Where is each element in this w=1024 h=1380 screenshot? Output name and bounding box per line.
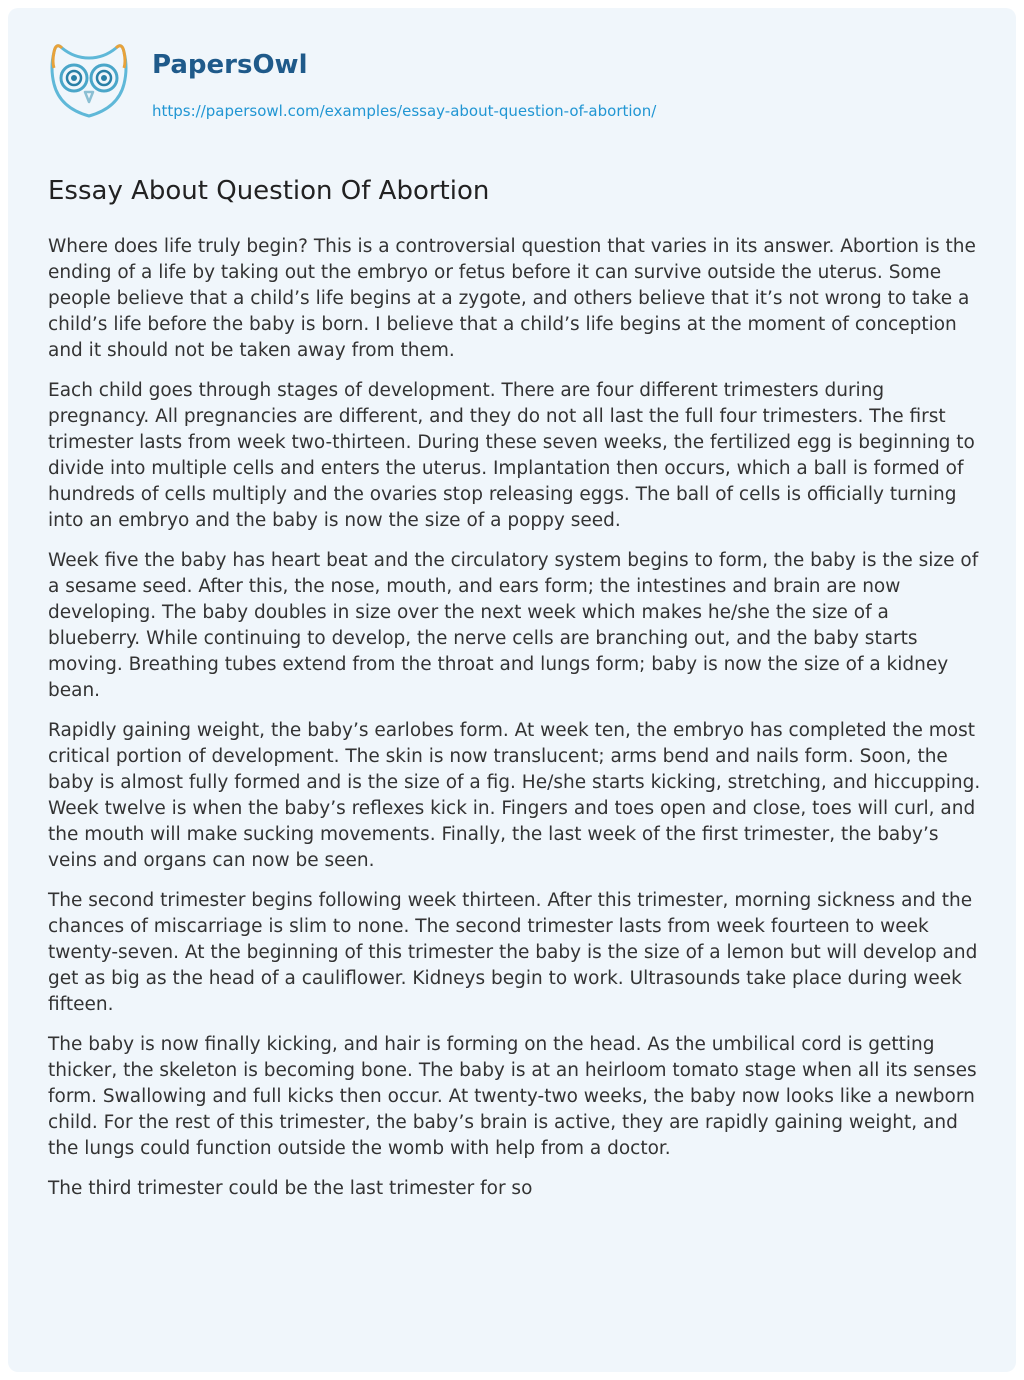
essay-title: Essay About Question Of Abortion [48, 176, 490, 206]
document-page [8, 8, 1016, 1372]
essay-paragraph: Rapidly gaining weight, the baby’s earlobes form. At week ten, the embryo has completed the most critical portion of development. The skin is now translucent; arms bend and nails form. Soon, the baby is almost fully formed and is the size of a fig. He/she starts kicking, stretching, and hiccupping. Week twelve is when the baby’s reflexes kick in. Fingers and toes open and close, toes will curl, and the mouth will make sucking movements. Finally, the last week of the first trimester, the baby’s veins and organs can now be seen. [48, 720, 981, 871]
essay-paragraph: Where does life truly begin? This is a controversial question that varies in its answer. Abortion is the ending of a life by taking out the embryo or fetus before it can survive outside the uterus. Some people believe that a child’s life begins at a zygote, and others believe that it’s not wrong to take a child’s life before the baby is born. I believe that a child’s life begins at the moment of conception and it should not be taken away from them. [48, 236, 976, 361]
owl-logo-icon [48, 38, 130, 120]
essay-paragraph-truncated: The third trimester could be the last trimester for so [48, 1178, 533, 1199]
brand-name: PapersOwl [152, 50, 308, 80]
essay-body [48, 234, 986, 1216]
essay-paragraph: Week five the baby has heart beat and the circulatory system begins to form, the baby is the size of a sesame seed. After this, the nose, mouth, and ears form; the intestines and brain are now developing. The baby doubles in size over the next week which makes he/she the size of a blueberry. While continuing to develop, the nerve cells are branching out, and the baby starts moving. Breathing tubes extend from the throat and lungs form; baby is now the size of a kidney bean. [48, 550, 979, 701]
source-url-link[interactable]: https://papersowl.com/examples/essay-about-question-of-abortion/ [152, 102, 657, 120]
essay-paragraph: The baby is now finally kicking, and hair is forming on the head. As the umbilical cord is getting thicker, the skeleton is becoming bone. The baby is at an heirloom tomato stage when all its senses form. Swallowing and full kicks then occur. At twenty-two weeks, the baby now looks like a newborn child. For the rest of this trimester, the baby’s brain is active, they are rapidly gaining weight, and the lungs could function outside the womb with help from a doctor. [48, 1034, 977, 1159]
essay-paragraph: Each child goes through stages of development. There are four different trimesters during pregnancy. All pregnancies are different, and they do not all last the full four trimesters. The first trimester lasts from week two-thirteen. During these seven weeks, the fertilized egg is beginning to divide into multiple cells and enters the uterus. Implantation then occurs, which a ball is formed of hundreds of cells multiply and the ovaries stop releasing eggs. The ball of cells is officially turning into an embryo and the baby is now the size of a poppy seed. [48, 380, 975, 531]
essay-paragraph: The second trimester begins following week thirteen. After this trimester, morning sickness and the chances of miscarriage is slim to none. The second trimester lasts from week fourteen to week twenty-seven. At the beginning of this trimester the baby is the size of a lemon but will develop and get as big as the head of a cauliflower. Kidneys begin to work. Ultrasounds take place during week fifteen. [48, 890, 978, 1015]
